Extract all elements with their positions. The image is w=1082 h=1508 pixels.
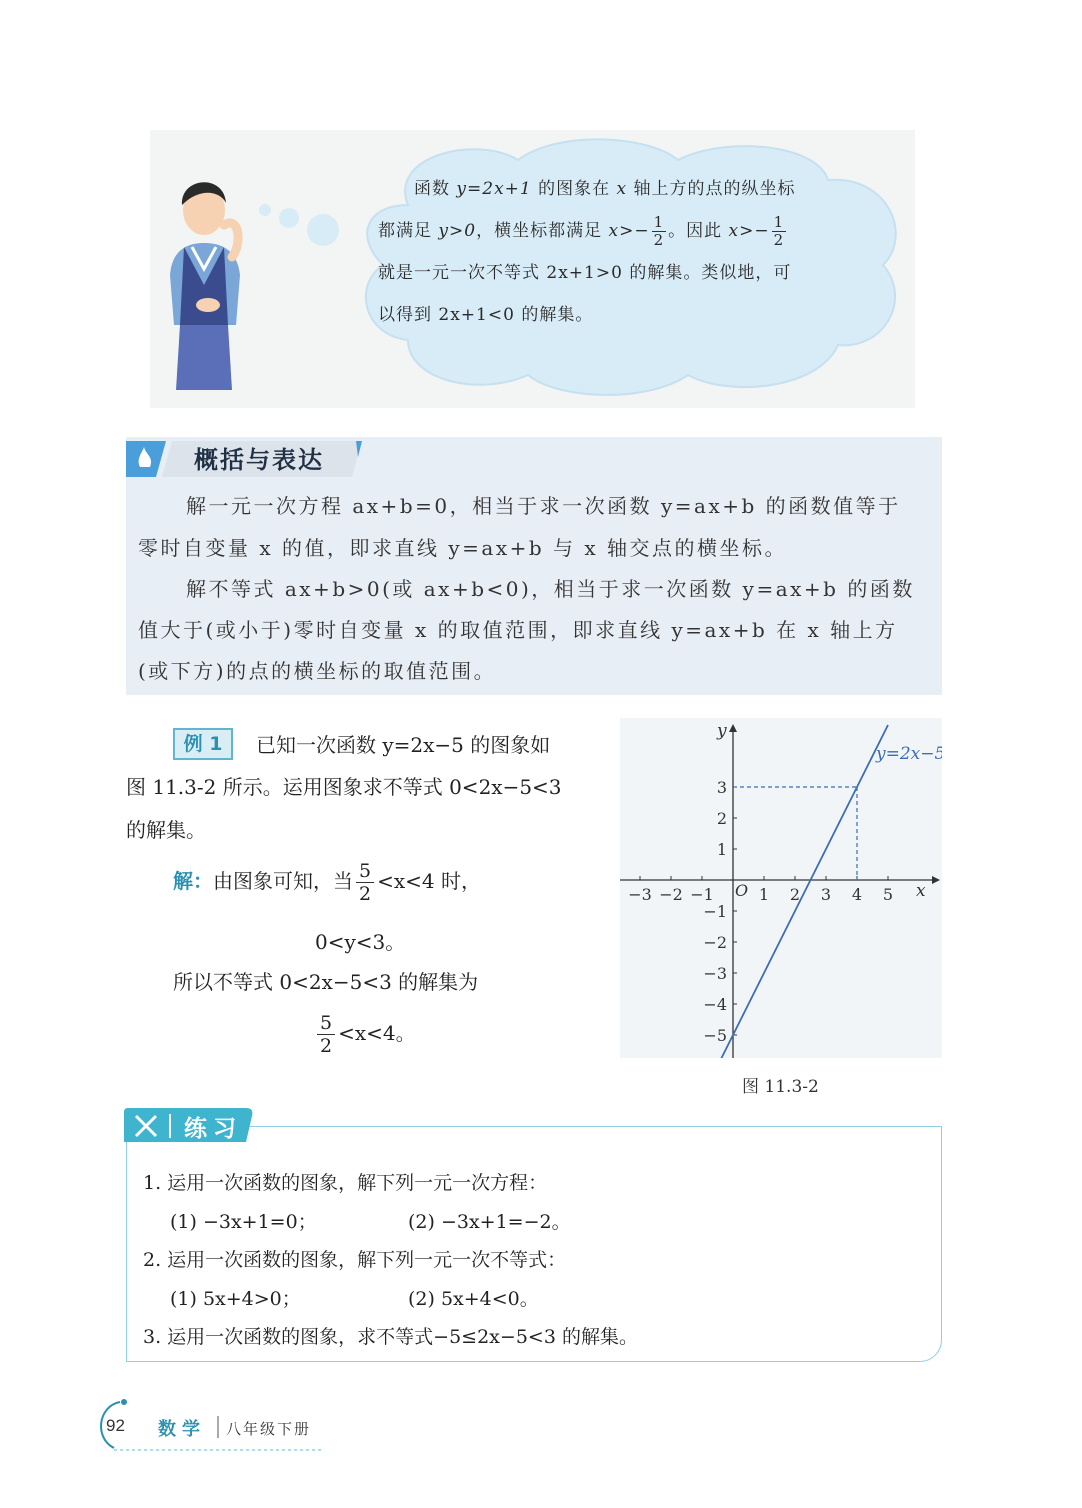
y-tick-label: 2	[716, 809, 727, 828]
fraction-one-half: $\frac{1}{2}$	[773, 213, 785, 249]
practice-q2-part-2: (2) 5x+4<0。	[408, 1288, 539, 1310]
practice-q1-part-2: (2) −3x+1=−2。	[408, 1211, 571, 1233]
y-tick-label: −1	[703, 902, 727, 921]
x-axis-label: x	[916, 881, 926, 901]
y-tick-label: 3	[716, 778, 727, 797]
example-line-3: 的解集。	[126, 818, 206, 842]
y-tick-label: −2	[703, 933, 727, 952]
solution-line-1: 解：由图象可知，当 $\frac{5}{2}$ <x<4 时，	[173, 860, 481, 905]
gen-paragraph-2-line-2: 值大于(或小于)零时自变量 x 的取值范围，即求直线 y=ax+b 在 x 轴上方	[138, 618, 898, 642]
gen-paragraph-1-line-2: 零时自变量 x 的值，即求直线 y=ax+b 与 x 轴交点的横坐标。	[138, 536, 788, 560]
function-graph	[620, 718, 942, 1058]
thought-line-2: 都满足 y>0，横坐标都满足 x>− $\frac{1}{2}$ 。因此 x>− $\frac{1}{2}$	[378, 213, 785, 249]
thought-line-4: 以得到 2x+1<0 的解集。	[378, 305, 594, 325]
x-axis-arrow	[932, 876, 940, 884]
y-tick-label: −5	[703, 1026, 727, 1045]
example-line-2: 图 11.3-2 所示。运用图象求不等式 0<2x−5<3	[126, 775, 562, 799]
x-tick-label: −3	[628, 885, 652, 904]
footer-grade: 八年级下册	[226, 1420, 312, 1438]
y-tick-label: −4	[703, 995, 727, 1014]
thought-text	[378, 168, 868, 336]
solution-label: 解：	[173, 869, 213, 893]
origin-label: O	[735, 881, 749, 900]
thought-dots	[255, 200, 345, 250]
x-tick-label: −1	[690, 885, 714, 904]
practice-question-3: 3. 运用一次函数的图象，求不等式−5≤2x−5<3 的解集。	[143, 1326, 638, 1348]
x-tick-label: 4	[851, 885, 863, 904]
thought-bubble-panel	[150, 130, 915, 408]
function-line-label: y=2x−5	[876, 744, 942, 764]
solution-line-4: $\frac{5}{2}$ <x<4。	[314, 1012, 416, 1057]
fraction-five-halves: $\frac{5}{2}$	[317, 1012, 335, 1057]
x-tick-label: 1	[758, 885, 770, 904]
gen-paragraph-2-line-3: (或下方)的点的横坐标的取值范围。	[138, 659, 497, 683]
graph-canvas	[620, 718, 942, 1058]
practice-q1-part-1: (1) −3x+1=0；	[170, 1211, 317, 1233]
y-tick-label: −3	[703, 964, 727, 983]
practice-question-2: 2. 运用一次函数的图象，解下列一元一次不等式：	[143, 1249, 567, 1271]
student-thinking-illustration	[162, 165, 252, 390]
gen-paragraph-2-line-1: 解不等式 ax+b>0(或 ax+b<0)，相当于求一次函数 y=ax+b 的函数	[186, 577, 915, 601]
y-axis-arrow	[729, 724, 737, 732]
practice-title: 练习	[184, 1116, 242, 1142]
thought-line-3: 就是一元一次不等式 2x+1>0 的解集。类似地，可	[378, 263, 792, 283]
x-tick-label: 3	[820, 885, 832, 904]
solution-line-3: 所以不等式 0<2x−5<3 的解集为	[173, 970, 479, 994]
fraction-one-half: $\frac{1}{2}$	[653, 213, 665, 249]
x-tick-label: 2	[789, 885, 801, 904]
solution-line-2: 0<y<3。	[315, 930, 406, 954]
example-line-1: 已知一次函数 y=2x−5 的图象如	[256, 733, 551, 757]
practice-question-1: 1. 运用一次函数的图象，解下列一元一次方程：	[143, 1172, 548, 1194]
y-tick-label: 1	[716, 840, 727, 859]
gen-paragraph-1-line-1: 解一元一次方程 ax+b=0，相当于求一次函数 y=ax+b 的函数值等于	[186, 494, 901, 518]
x-tick-label: −2	[659, 885, 683, 904]
thought-line-1: 函数 y=2x+1 的图象在 x 轴上方的点的纵坐标	[414, 179, 796, 199]
x-tick-label: 5	[882, 885, 894, 904]
section-title: 概括与表达	[194, 446, 324, 474]
page-number: 92	[106, 1416, 125, 1435]
footer-subject: 数学	[158, 1419, 206, 1440]
practice-q2-part-1: (1) 5x+4>0；	[170, 1288, 301, 1310]
fraction-five-halves: $\frac{5}{2}$	[356, 860, 374, 905]
figure-caption: 图 11.3-2	[742, 1077, 819, 1097]
y-axis-label: y	[717, 721, 727, 741]
example-label: 例 1	[173, 728, 233, 760]
